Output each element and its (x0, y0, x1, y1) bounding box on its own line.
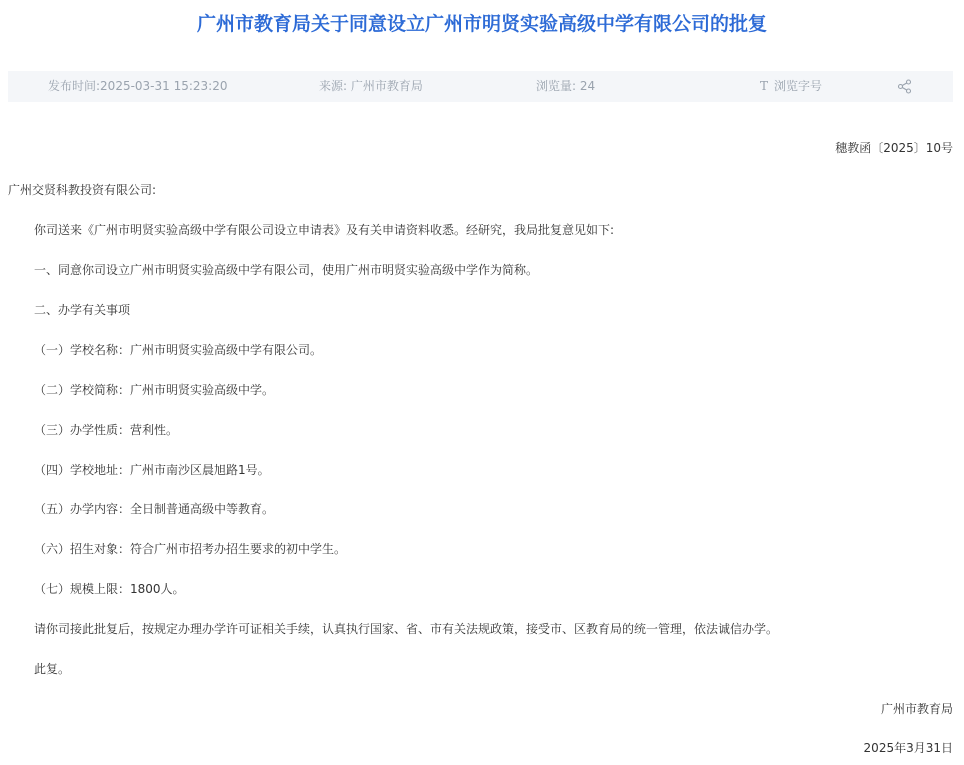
sub-item-address: （四）学校地址：广州市南沙区晨旭路1号。 (34, 463, 270, 477)
item-two-heading: 二、办学有关事项 (34, 303, 131, 317)
article-source: 来源: 广州市教育局 (319, 79, 423, 93)
sub-item-scale: （七）规模上限：1800人。 (34, 582, 185, 596)
share-icon-graphic (897, 79, 912, 94)
publish-time: 发布时间:2025-03-31 15:23:20 (48, 79, 228, 93)
document-number: 穗教函〔2025〕10号 (835, 141, 953, 155)
font-size-label: 浏览字号 (774, 79, 823, 93)
sub-item-nature: （三）办学性质：营利性。 (34, 423, 179, 437)
article-meta-bar (8, 71, 953, 102)
font-size-icon: T (760, 79, 769, 93)
sub-item-content: （五）办学内容：全日制普通高级中等教育。 (34, 502, 275, 516)
item-one: 一、同意你司设立广州市明贤实验高级中学有限公司，使用广州市明贤实验高级中学作为简称。 (34, 263, 539, 277)
intro-paragraph: 你司送来《广州市明贤实验高级中学有限公司设立申请表》及有关申请资料收悉。经研究，我局批复意见如下: (34, 223, 615, 237)
closing-paragraph: 请你司接此批复后，按规定办理办学许可证相关手续，认真执行国家、省、市有关法规政策，接受市、区教育局的统一管理，依法诚信办学。 (34, 622, 779, 636)
sub-item-enrollment: （六）招生对象：符合广州市招考办招生要求的初中学生。 (34, 542, 347, 556)
signature: 广州市教育局 (880, 702, 953, 716)
share-icon[interactable] (897, 79, 912, 94)
document-date: 2025年3月31日 (863, 741, 953, 755)
view-count: 浏览量: 24 (536, 79, 596, 93)
reply-end: 此复。 (34, 662, 71, 676)
font-size-toggle[interactable] (760, 71, 822, 102)
sub-item-school-name: （一）学校名称：广州市明贤实验高级中学有限公司。 (34, 343, 323, 357)
page-title: 广州市教育局关于同意设立广州市明贤实验高级中学有限公司的批复 (196, 13, 767, 35)
addressee: 广州交贤科教投资有限公司: (8, 183, 157, 197)
sub-item-short-name: （二）学校简称：广州市明贤实验高级中学。 (34, 383, 275, 397)
